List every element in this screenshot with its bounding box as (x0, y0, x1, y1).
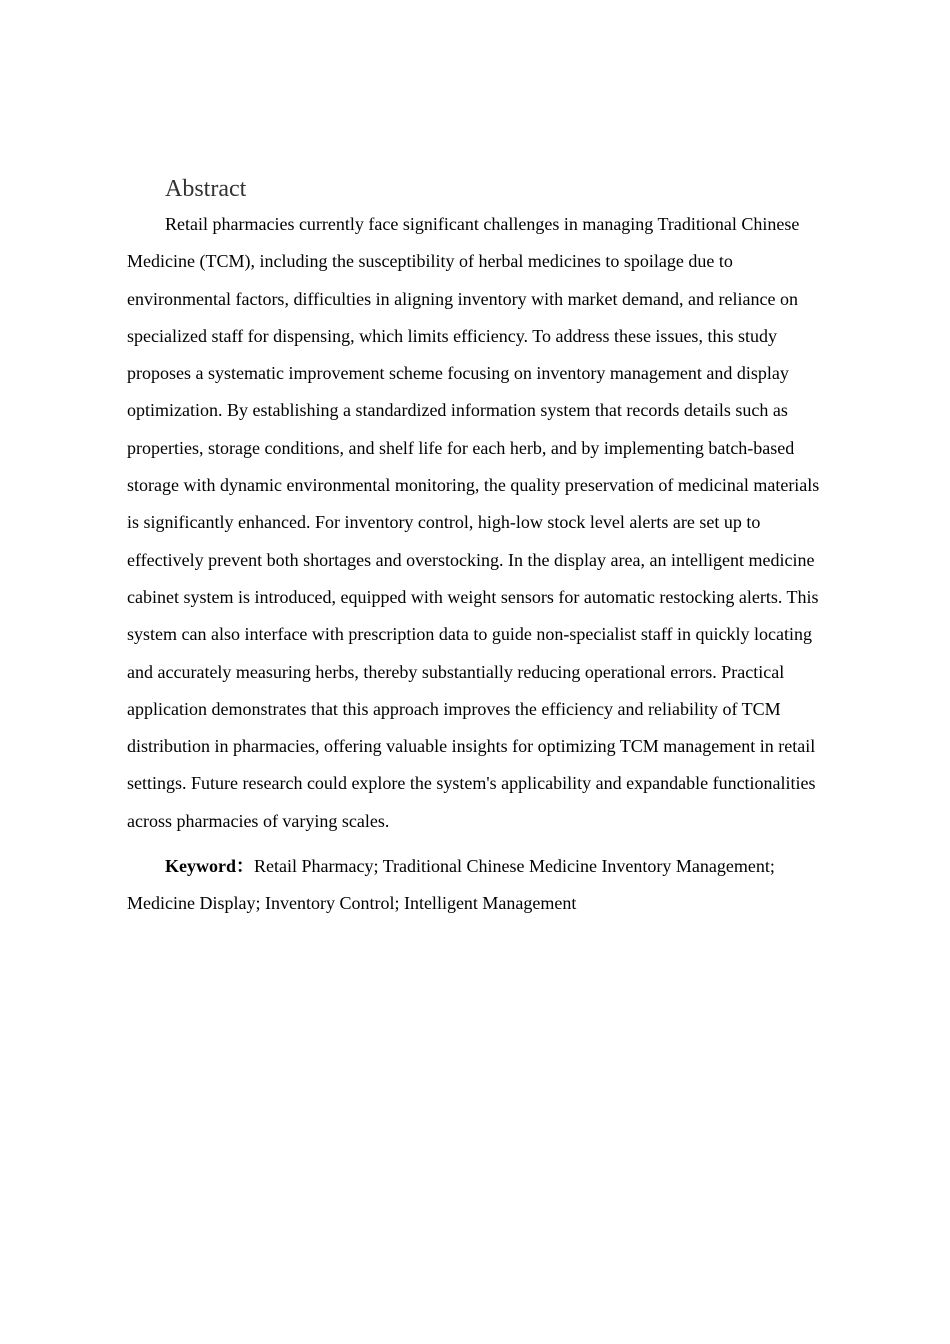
keywords-text: Retail Pharmacy; Traditional Chinese Medicine Inventory Management; Medicine Display; Inventory Control; Intelligent Management (127, 856, 775, 914)
abstract-section (127, 172, 832, 923)
abstract-body: Retail pharmacies currently face significant challenges in managing Traditional Chinese Medicine (TCM), including the susceptibility of herbal medicines to spoilage due to environmental factors, difficulties in aligning inventory with market demand, and reliance on specialized staff for dispensing, which limits efficiency. To address these issues, this study proposes a systematic improvement scheme focusing on inventory management and display optimization. By establishing a standardized information system that records details such as properties, storage conditions, and shelf life for each herb, and by implementing batch-based storage with dynamic environmental monitoring, the quality preservation of medicinal materials is significantly enhanced. For inventory control, high-low stock level alerts are set up to effectively prevent both shortages and overstocking. In the display area, an intelligent medicine cabinet system is introduced, equipped with weight sensors for automatic restocking alerts. This system can also interface with prescription data to guide non-specialist staff in quickly locating and accurately measuring herbs, thereby substantially reducing operational errors. Practical application demonstrates that this approach improves the efficiency and reliability of TCM distribution in pharmacies, offering valuable insights for optimizing TCM management in retail settings. Future research could explore the system's applicability and expandable functionalities across pharmacies of varying scales. (127, 214, 820, 831)
keywords-paragraph (127, 848, 832, 923)
keywords-label: Keyword： (165, 856, 254, 877)
abstract-heading: Abstract (165, 176, 247, 202)
